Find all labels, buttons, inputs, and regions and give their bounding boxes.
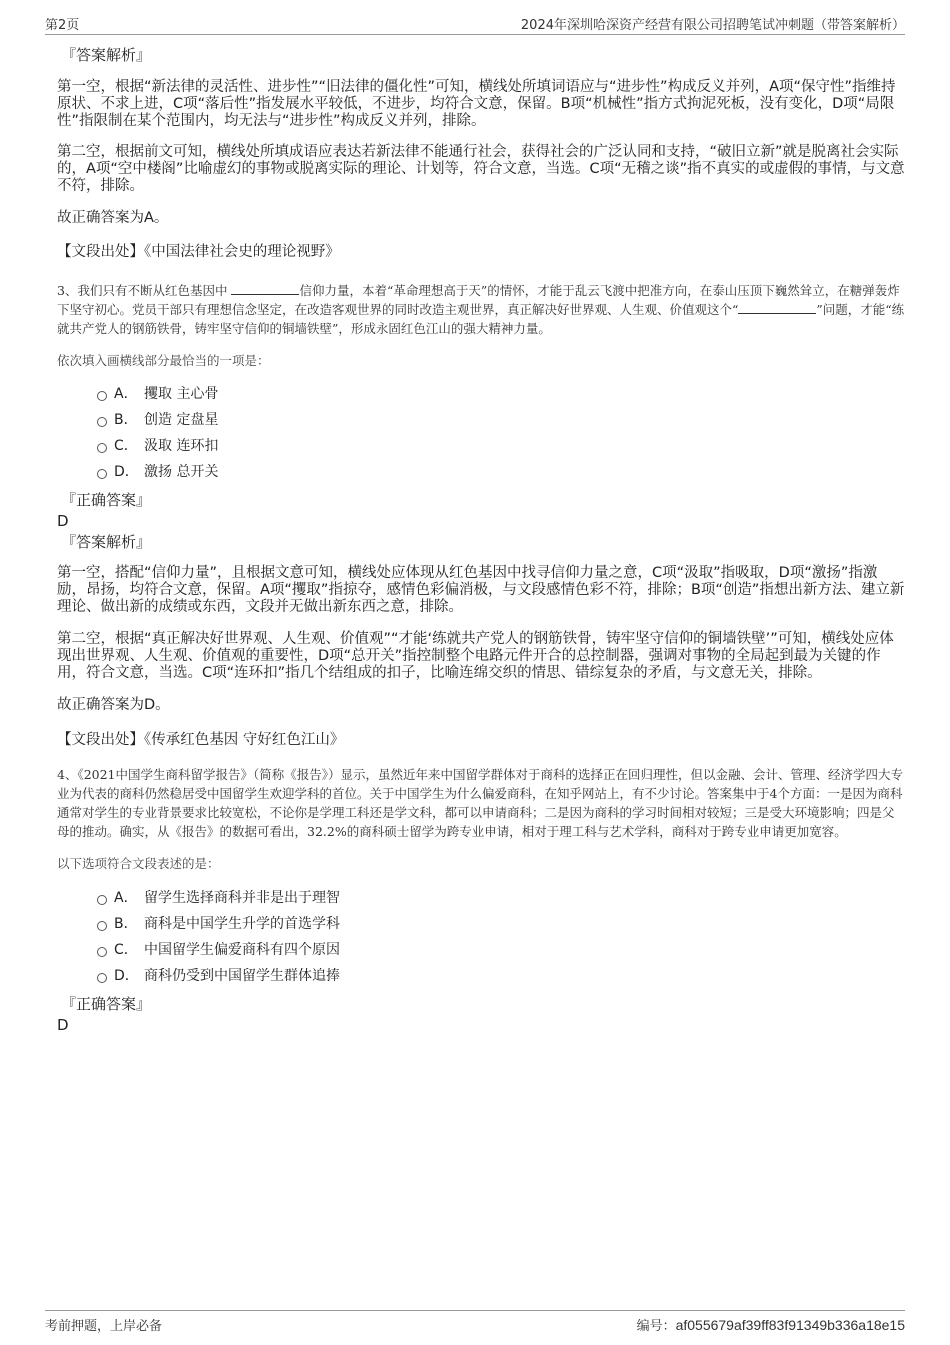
- q3-option-b[interactable]: B． 创造 定盘星: [57, 409, 905, 435]
- radio-icon[interactable]: [97, 443, 107, 453]
- q4-correct-label: 『正确答案』: [61, 995, 152, 1013]
- q2-analysis-para1: 第一空，根据“新法律的灵活性、进步性”“旧法律的僵化性”可知，横线处所填词语应与“进步性”构成反义并列，A项“保守性”指维持原状、不求上进，C项“落后性”指发展水平较低，不进步，均符合文意，保留。B项“机械性”指方式拘泥死板，没有变化，D项“局限性”指限制在某个范围内，均无法与“进步性”构成反义并列，排除。: [57, 79, 896, 129]
- q3-blank-2: [738, 301, 816, 314]
- q3-analysis-para1: 第一空，搭配“信仰力量”，且根据文意可知，横线处应体现从红色基因中找寻信仰力量之意，C项“汲取”指吸取，D项“激扬”指激励，昂扬，均符合文意，保留。A项“攫取”指掠夺，感情色彩偏消极，与文段感情色彩不符，排除；B项“创造”指想出新方法、建立新理论、做出新的成绩或东西，文段并无做出新东西之意，排除。: [57, 565, 905, 615]
- q4-option-a[interactable]: A． 留学生选择商科并非是出于理智: [57, 887, 905, 913]
- q2-analysis-label: 『答案解析』: [61, 46, 152, 64]
- q3-option-a[interactable]: A． 攫取 主心骨: [57, 383, 905, 409]
- page-number: 第2页: [45, 18, 80, 33]
- footer-slogan: 考前押题，上岸必备: [45, 1319, 163, 1334]
- q4-option-c[interactable]: C． 中国留学生偏爱商科有四个原因: [57, 939, 905, 965]
- q3-conclusion: 故正确答案为D。: [57, 697, 170, 713]
- q3-options: [57, 383, 905, 487]
- radio-icon[interactable]: [97, 921, 107, 931]
- q3-prompt: 依次填入画横线部分最恰当的一项是：: [57, 353, 270, 368]
- q3-stem-part1: 3、我们只有不断从红色基因中: [57, 283, 228, 298]
- q3-correct-label: 『正确答案』: [61, 491, 152, 509]
- radio-icon[interactable]: [97, 947, 107, 957]
- footer-code: [637, 1315, 905, 1334]
- q3-analysis-label: 『答案解析』: [61, 533, 152, 551]
- radio-icon[interactable]: [97, 973, 107, 983]
- q2-conclusion: 故正确答案为A。: [57, 210, 169, 226]
- q4-correct-answer: D: [57, 1016, 69, 1034]
- q3-option-c[interactable]: C． 汲取 连环扣: [57, 435, 905, 461]
- q2-analysis-para2: 第二空，根据前文可知，横线处所填成语应表达若新法律不能通行社会，获得社会的广泛认同和支持，“破旧立新”就是脱离社会实际的，A项“空中楼阁”比喻虚幻的事物或脱离实际的理论、计划等，符合文意，当选。C项“无稽之谈”指不真实的或虚假的事情，与文意不符，排除。: [57, 144, 905, 194]
- q3-option-d[interactable]: D． 激扬 总开关: [57, 461, 905, 487]
- page-footer: [45, 1310, 905, 1333]
- q4-option-d[interactable]: D． 商科仍受到中国留学生群体追捧: [57, 965, 905, 991]
- q4-prompt: 以下选项符合文段表述的是：: [57, 856, 220, 871]
- page-content: [57, 44, 905, 1035]
- q3-stem-part3: ”问题，才能“练就共产党人的钢筋铁骨，铸牢坚守信仰的铜墙铁壁”，形成永固红色江山的强大精神力量。: [57, 302, 905, 336]
- q2-source: 【文段出处】《中国法律社会史的理论视野》: [57, 244, 340, 260]
- q3-blank-1: [231, 282, 299, 295]
- q3-stem: [57, 281, 905, 338]
- footer-code-value: af055679af39ff83f91349b336a18e15: [675, 1317, 905, 1333]
- radio-icon[interactable]: [97, 895, 107, 905]
- radio-icon[interactable]: [97, 391, 107, 401]
- q3-analysis-para2: 第二空，根据“真正解决好世界观、人生观、价值观”“才能‘练就共产党人的钢筋铁骨，铸牢坚守信仰的铜墙铁壁’”可知，横线处应体现出世界观、人生观、价值观的重要性，D项“总开关”指控制整个电路元件开合的总控制器，强调对事物的全局起到最为关键的作用，符合文意，当选。C项“连环扣”指几个结组成的扣子，比喻连绵交织的情思、错综复杂的矛盾，与文意无关，排除。: [57, 631, 894, 681]
- q3-correct-answer: D: [57, 512, 69, 530]
- radio-icon[interactable]: [97, 417, 107, 427]
- document-title: 2024年深圳哈深资产经营有限公司招聘笔试冲刺题（带答案解析）: [520, 18, 905, 33]
- q3-source: 【文段出处】《传承红色基因 守好红色江山》: [57, 732, 345, 748]
- q4-stem: 4、《2021中国学生商科留学报告》（简称《报告》）显示，虽然近年来中国留学群体对于商科的选择正在回归理性，但以金融、会计、管理、经济学四大专业为代表的商科仍然稳居受中国留学生欢迎学科的首位。关于中国学生为什么偏爱商科，在知乎网站上，有不少讨论。答案集中于4个方面：一是因为商科通常对学生的专业背景要求比较宽松，不论你是学理工科还是学文科，都可以申请商科；二是因为商科的学习时间相对较短；三是受大环境影响；四是父母的推动。确实，从《报告》的数据可看出，32.2%的商科硕士留学为跨专业申请，相对于理工科与艺术学科，商科对于跨专业申请更加宽容。: [57, 767, 904, 839]
- q4-options: [57, 887, 905, 991]
- page-header: [45, 14, 905, 35]
- footer-code-label: 编号：: [636, 1319, 676, 1334]
- q4-option-b[interactable]: B． 商科是中国学生升学的首选学科: [57, 913, 905, 939]
- radio-icon[interactable]: [97, 469, 107, 479]
- q3-stem-part2: 信仰力量，本着“革命理想高于天”的情怀，才能于乱云飞渡中把准方向，在泰山压顶下巍然耸立，在糖弹轰炸下坚守初心。党员干部只有理想信念坚定，在改造客观世界的同时改造主观世界，真正解决好世界观、人生观、价值观这个“: [57, 283, 900, 317]
